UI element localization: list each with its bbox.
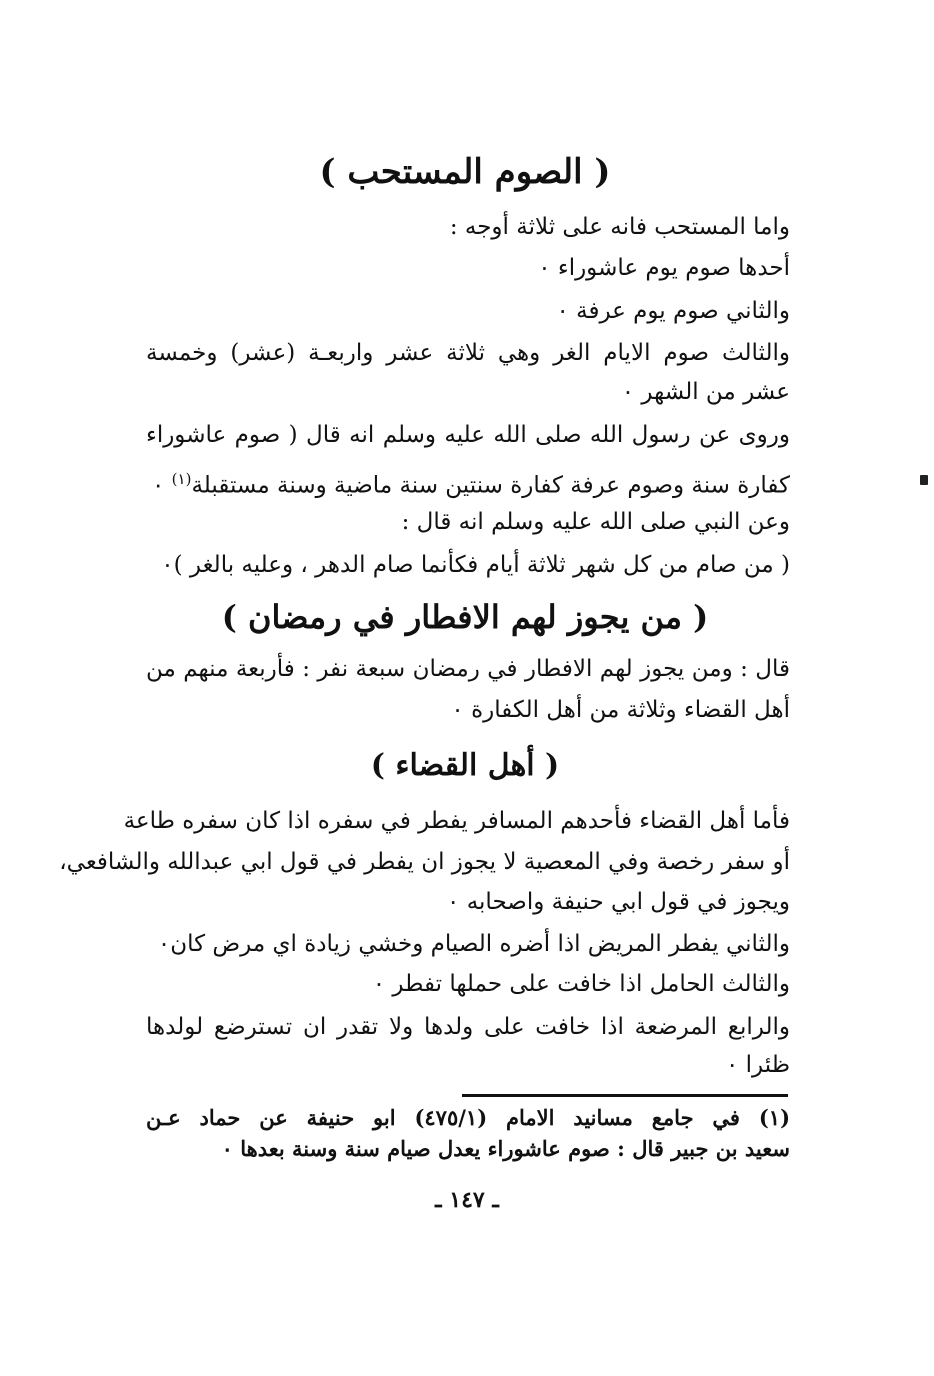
text-line: ( من صام من كل شهر ثلاثة أيام فكأنما صام الدهر ، وعليه بالغر )٠ [161,552,790,578]
text-line: ويجوز في قول ابي حنيفة واصحابه ٠ [447,889,790,915]
text-line: أهل القضاء وثلاثة من أهل الكفارة ٠ [451,697,790,723]
footnote-line: سعيد بن جبير قال : صوم عاشوراء يعدل صيام سنة وسنة بعدها ٠ [221,1136,790,1161]
text-fragment: كفارة سنة وصوم عرفة كفارة سنتين سنة ماضية وسنة مستقبلة [191,472,790,499]
line-end-mark: ٠ [151,472,172,499]
text-line: وروى عن رسول الله صلى الله عليه وسلم انه قال ( صوم عاشوراء [146,422,790,448]
scan-mark [920,475,928,485]
section-title-voluntary-fasting: ( الصوم المستحب ) [319,152,611,192]
footnote-separator [462,1094,788,1097]
text-line: والثاني صوم يوم عرفة ٠ [556,298,790,324]
text-line: وعن النبي صلى الله عليه وسلم انه قال : [401,509,790,535]
footnote-line: (١) في جامع مسانيد الامام (٤٧٥/١) ابو حنيفة عن حماد عـن [146,1105,790,1130]
page-number: ـ ١٤٧ ـ [435,1187,499,1213]
text-line-with-footnote [146,464,790,501]
text-line: عشر من الشهر ٠ [621,379,790,405]
text-line: أو سفر رخصة وفي المعصية لا يجوز ان يفطر في قول ابي عبدالله والشافعي، [59,849,790,875]
text-line: قال : ومن يجوز لهم الافطار في رمضان سبعة نفر : فأربعة منهم من [146,656,790,682]
text-line: ظئرا ٠ [726,1052,790,1078]
text-line: والرابع المرضعة اذا خافت على ولدها ولا تقدر ان تسترضع لولدها [146,1014,790,1040]
text-line: والثاني يفطر المريض اذا أضره الصيام وخشي زيادة اي مرض كان٠ [157,931,790,957]
section-title-qada: ( أهل القضاء ) [370,748,560,783]
footnote-marker: (١) [171,470,192,488]
text-line: فأما أهل القضاء فأحدهم المسافر يفطر في سفره اذا كان سفره طاعة [123,808,790,834]
text-line: والثالث صوم الايام الغر وهي ثلاثة عشر واربعـة (عشر) وخمسة [146,340,790,366]
text-line: أحدها صوم يوم عاشوراء ٠ [538,255,790,281]
text-line: والثالث الحامل اذا خافت على حملها تفطر ٠ [372,971,790,997]
section-title-breaking-fast: ( من يجوز لهم الافطار في رمضان ) [221,598,709,636]
text-line: واما المستحب فانه على ثلاثة أوجه : [449,214,790,240]
